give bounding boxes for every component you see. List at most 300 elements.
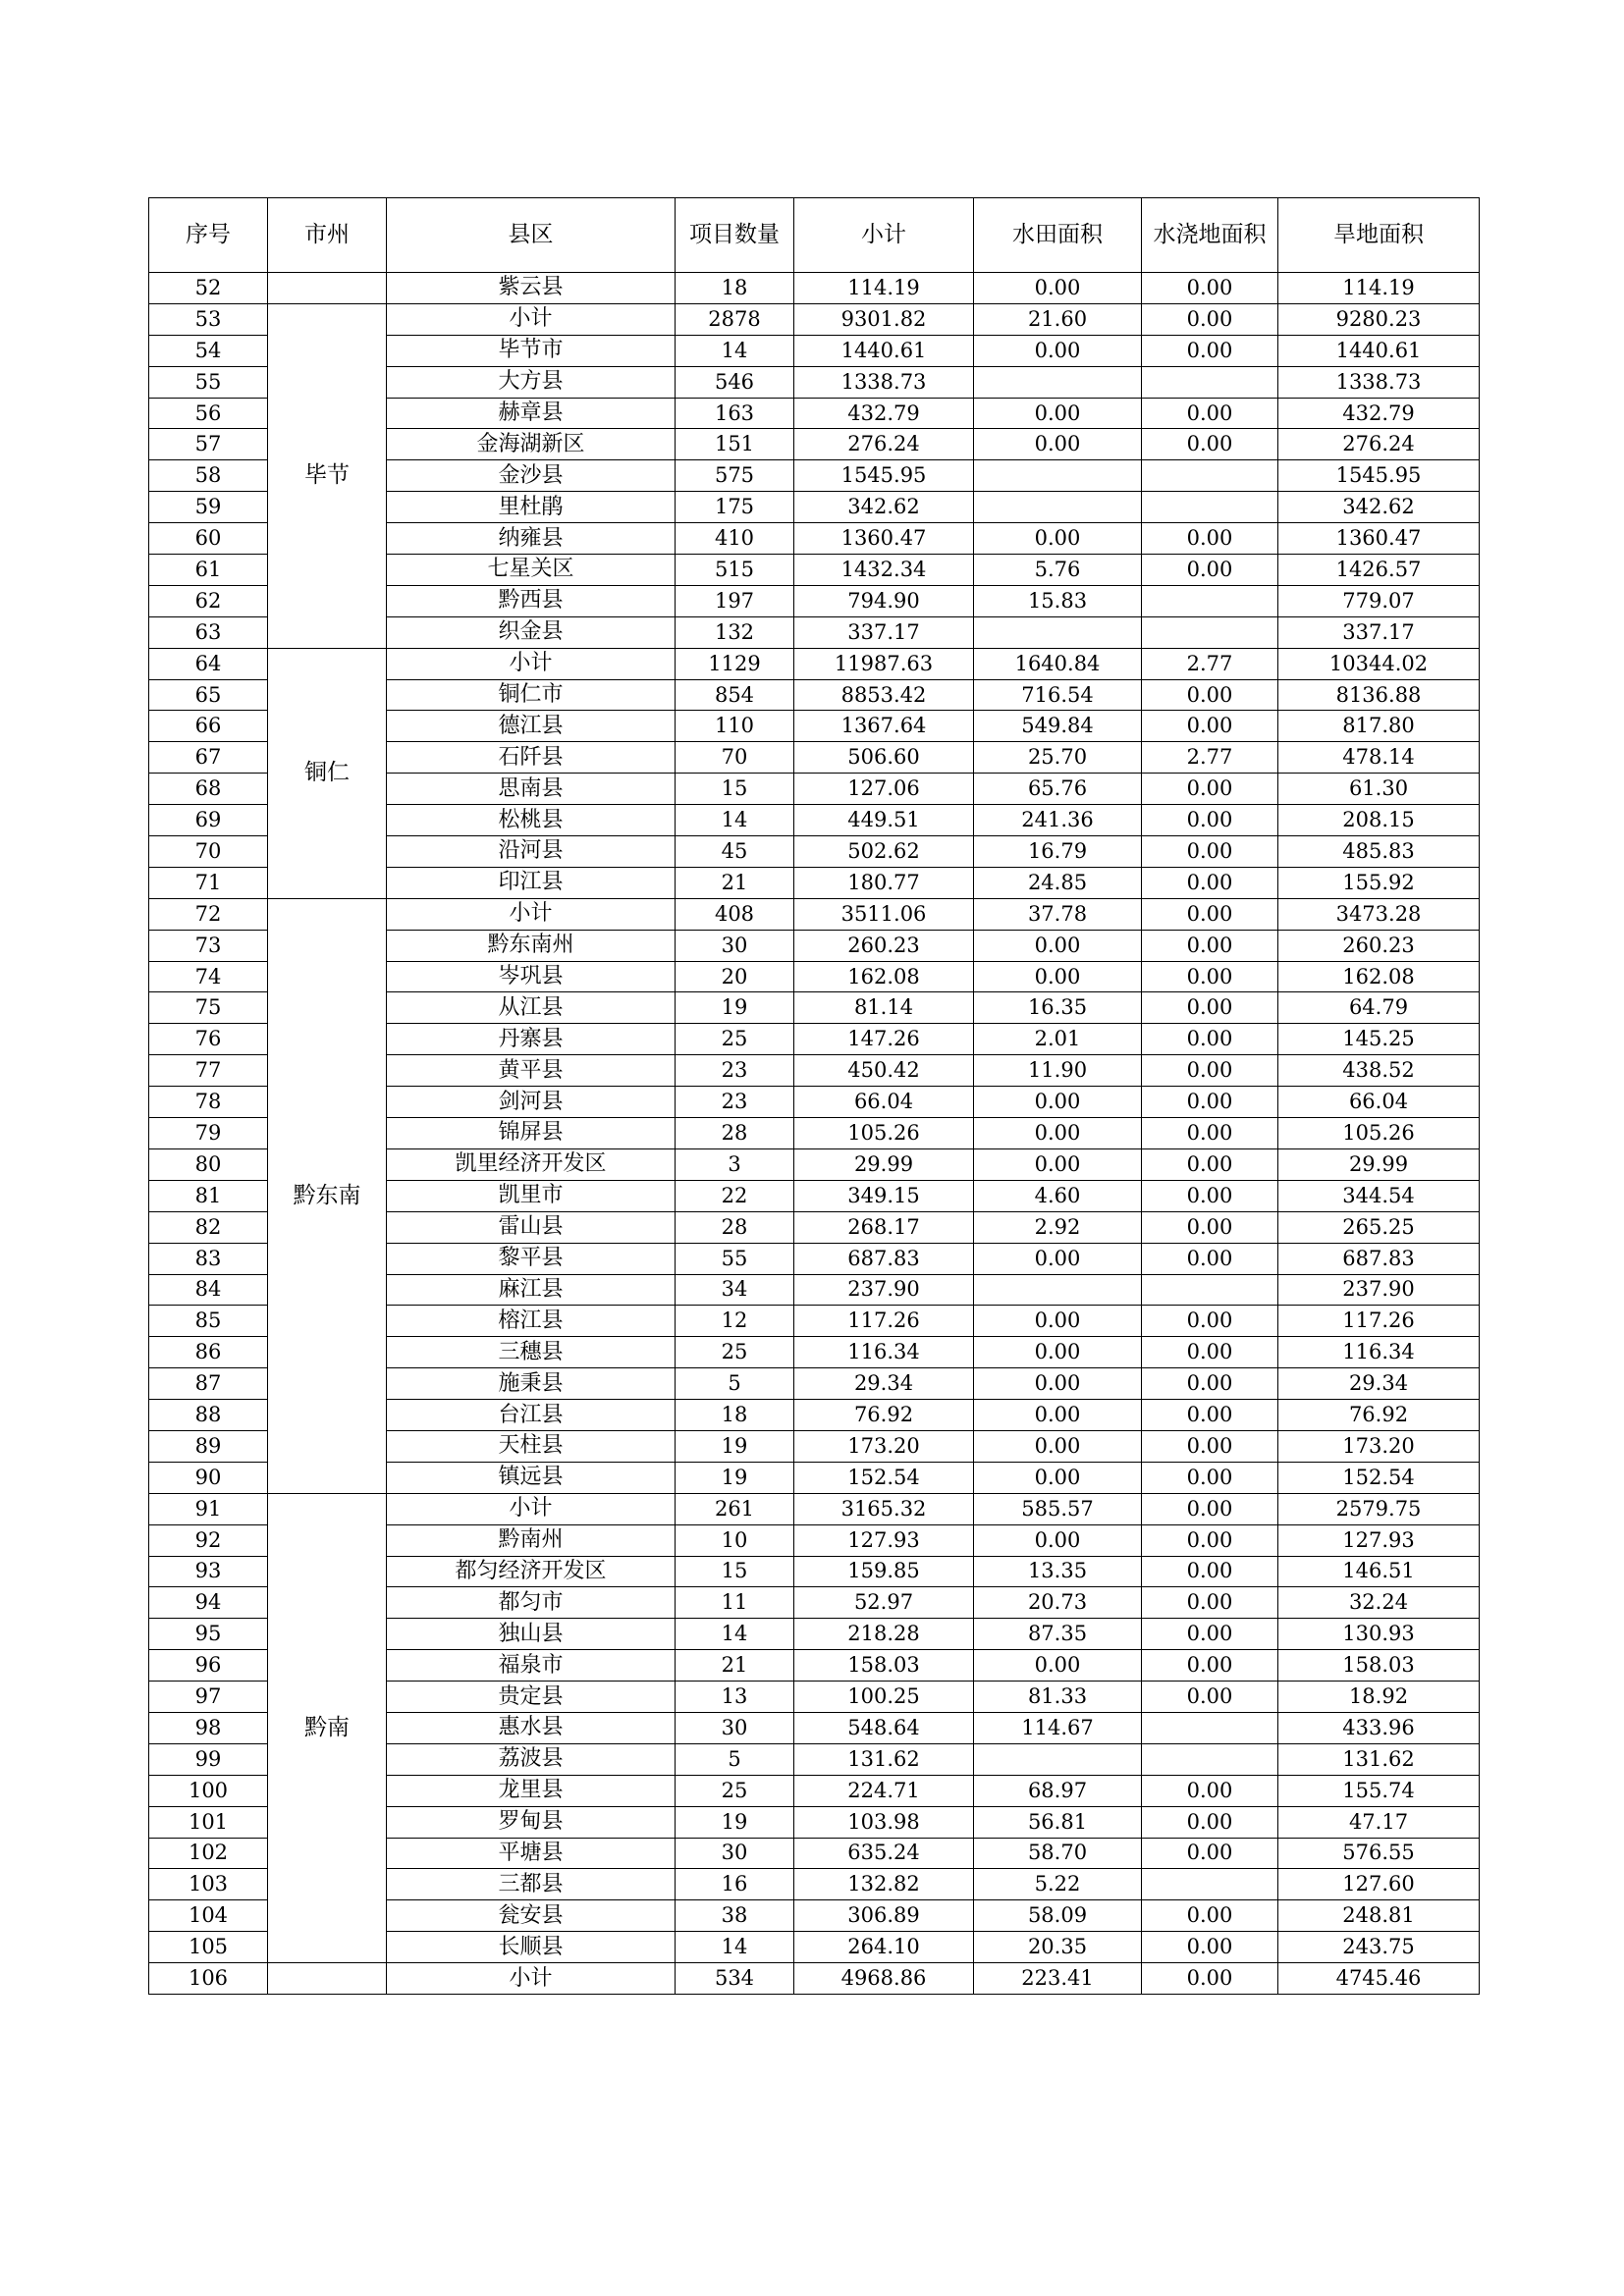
project-count-cell: 23 <box>676 1055 794 1087</box>
subtotal-cell: 264.10 <box>794 1932 974 1963</box>
subtotal-cell: 152.54 <box>794 1462 974 1493</box>
dry-land-area-cell: 29.34 <box>1278 1368 1480 1400</box>
subtotal-cell: 794.90 <box>794 585 974 616</box>
project-count-cell: 175 <box>676 492 794 523</box>
col-header-project-count: 项目数量 <box>676 198 794 273</box>
seq-cell: 58 <box>149 460 268 492</box>
seq-cell: 106 <box>149 1963 268 1995</box>
irrigated-area-cell: 0.00 <box>1142 1587 1278 1619</box>
district-cell: 松桃县 <box>387 805 676 836</box>
project-count-cell: 15 <box>676 1556 794 1587</box>
paddy-area-cell: 20.73 <box>974 1587 1142 1619</box>
irrigated-area-cell: 0.00 <box>1142 1619 1278 1650</box>
dry-land-area-cell: 485.83 <box>1278 836 1480 868</box>
seq-cell: 70 <box>149 836 268 868</box>
district-cell: 三都县 <box>387 1869 676 1900</box>
seq-cell: 81 <box>149 1180 268 1211</box>
subtotal-cell: 52.97 <box>794 1587 974 1619</box>
district-cell: 紫云县 <box>387 273 676 304</box>
district-cell: 七星关区 <box>387 555 676 586</box>
irrigated-area-cell: 0.00 <box>1142 1963 1278 1995</box>
irrigated-area-cell: 0.00 <box>1142 1055 1278 1087</box>
irrigated-area-cell: 0.00 <box>1142 555 1278 586</box>
irrigated-area-cell: 0.00 <box>1142 398 1278 429</box>
district-cell: 赫章县 <box>387 398 676 429</box>
paddy-area-cell: 0.00 <box>974 930 1142 961</box>
dry-land-area-cell: 248.81 <box>1278 1900 1480 1932</box>
irrigated-area-cell: 0.00 <box>1142 1400 1278 1431</box>
subtotal-cell: 131.62 <box>794 1743 974 1775</box>
subtotal-cell: 127.93 <box>794 1524 974 1556</box>
district-cell: 都匀市 <box>387 1587 676 1619</box>
dry-land-area-cell: 344.54 <box>1278 1180 1480 1211</box>
subtotal-cell: 276.24 <box>794 429 974 460</box>
district-cell: 纳雍县 <box>387 523 676 555</box>
project-count-cell: 25 <box>676 1337 794 1368</box>
project-count-cell: 30 <box>676 1712 794 1743</box>
project-count-cell: 25 <box>676 1775 794 1806</box>
seq-cell: 57 <box>149 429 268 460</box>
project-count-cell: 151 <box>676 429 794 460</box>
paddy-area-cell: 2.01 <box>974 1024 1142 1055</box>
subtotal-cell: 224.71 <box>794 1775 974 1806</box>
dry-land-area-cell: 260.23 <box>1278 930 1480 961</box>
district-cell: 黎平县 <box>387 1243 676 1274</box>
table-row <box>149 648 1480 679</box>
dry-land-area-cell: 208.15 <box>1278 805 1480 836</box>
subtotal-cell: 162.08 <box>794 961 974 992</box>
data-table <box>148 197 1480 1995</box>
paddy-area-cell <box>974 492 1142 523</box>
irrigated-area-cell: 0.00 <box>1142 930 1278 961</box>
subtotal-cell: 159.85 <box>794 1556 974 1587</box>
project-count-cell: 2878 <box>676 303 794 335</box>
project-count-cell: 28 <box>676 1211 794 1243</box>
irrigated-area-cell: 0.00 <box>1142 1682 1278 1713</box>
paddy-area-cell: 0.00 <box>974 1337 1142 1368</box>
subtotal-cell: 105.26 <box>794 1118 974 1149</box>
subtotal-cell: 132.82 <box>794 1869 974 1900</box>
project-count-cell: 23 <box>676 1087 794 1118</box>
dry-land-area-cell: 10344.02 <box>1278 648 1480 679</box>
dry-land-area-cell: 243.75 <box>1278 1932 1480 1963</box>
irrigated-area-cell: 0.00 <box>1142 1775 1278 1806</box>
district-cell: 小计 <box>387 303 676 335</box>
project-count-cell: 28 <box>676 1118 794 1149</box>
table-row <box>149 898 1480 930</box>
project-count-cell: 55 <box>676 1243 794 1274</box>
paddy-area-cell: 24.85 <box>974 867 1142 898</box>
district-cell: 剑河县 <box>387 1087 676 1118</box>
seq-cell: 82 <box>149 1211 268 1243</box>
seq-cell: 71 <box>149 867 268 898</box>
district-cell: 荔波县 <box>387 1743 676 1775</box>
subtotal-cell: 349.15 <box>794 1180 974 1211</box>
irrigated-area-cell: 0.00 <box>1142 1556 1278 1587</box>
irrigated-area-cell <box>1142 1743 1278 1775</box>
col-header-subtotal: 小计 <box>794 198 974 273</box>
subtotal-cell: 687.83 <box>794 1243 974 1274</box>
seq-cell: 52 <box>149 273 268 304</box>
irrigated-area-cell <box>1142 1712 1278 1743</box>
paddy-area-cell <box>974 616 1142 648</box>
city-cell <box>268 1963 387 1995</box>
seq-cell: 63 <box>149 616 268 648</box>
dry-land-area-cell: 127.93 <box>1278 1524 1480 1556</box>
district-cell: 三穗县 <box>387 1337 676 1368</box>
district-cell: 大方县 <box>387 366 676 398</box>
district-cell: 金海湖新区 <box>387 429 676 460</box>
seq-cell: 93 <box>149 1556 268 1587</box>
irrigated-area-cell: 0.00 <box>1142 1087 1278 1118</box>
col-header-irrigated-area: 水浇地面积 <box>1142 198 1278 273</box>
city-cell: 黔南 <box>268 1493 387 1962</box>
irrigated-area-cell: 0.00 <box>1142 1838 1278 1869</box>
seq-cell: 78 <box>149 1087 268 1118</box>
paddy-area-cell: 0.00 <box>974 335 1142 366</box>
seq-cell: 60 <box>149 523 268 555</box>
seq-cell: 68 <box>149 774 268 805</box>
district-cell: 罗甸县 <box>387 1806 676 1838</box>
seq-cell: 69 <box>149 805 268 836</box>
district-cell: 瓮安县 <box>387 1900 676 1932</box>
irrigated-area-cell <box>1142 492 1278 523</box>
paddy-area-cell: 716.54 <box>974 679 1142 711</box>
subtotal-cell: 3165.32 <box>794 1493 974 1524</box>
seq-cell: 62 <box>149 585 268 616</box>
dry-land-area-cell: 4745.46 <box>1278 1963 1480 1995</box>
dry-land-area-cell: 32.24 <box>1278 1587 1480 1619</box>
irrigated-area-cell: 0.00 <box>1142 1462 1278 1493</box>
dry-land-area-cell: 47.17 <box>1278 1806 1480 1838</box>
project-count-cell: 14 <box>676 335 794 366</box>
project-count-cell: 11 <box>676 1587 794 1619</box>
project-count-cell: 19 <box>676 1806 794 1838</box>
irrigated-area-cell: 0.00 <box>1142 273 1278 304</box>
district-cell: 镇远县 <box>387 1462 676 1493</box>
subtotal-cell: 1338.73 <box>794 366 974 398</box>
dry-land-area-cell: 76.92 <box>1278 1400 1480 1431</box>
seq-cell: 88 <box>149 1400 268 1431</box>
district-cell: 德江县 <box>387 711 676 742</box>
project-count-cell: 34 <box>676 1274 794 1306</box>
paddy-area-cell: 25.70 <box>974 742 1142 774</box>
subtotal-cell: 81.14 <box>794 992 974 1024</box>
dry-land-area-cell: 342.62 <box>1278 492 1480 523</box>
project-count-cell: 25 <box>676 1024 794 1055</box>
district-cell: 铜仁市 <box>387 679 676 711</box>
city-cell: 毕节 <box>268 303 387 648</box>
irrigated-area-cell: 0.00 <box>1142 1306 1278 1337</box>
project-count-cell: 18 <box>676 273 794 304</box>
seq-cell: 89 <box>149 1430 268 1462</box>
project-count-cell: 575 <box>676 460 794 492</box>
seq-cell: 86 <box>149 1337 268 1368</box>
dry-land-area-cell: 116.34 <box>1278 1337 1480 1368</box>
project-count-cell: 14 <box>676 805 794 836</box>
project-count-cell: 12 <box>676 1306 794 1337</box>
dry-land-area-cell: 117.26 <box>1278 1306 1480 1337</box>
seq-cell: 67 <box>149 742 268 774</box>
dry-land-area-cell: 29.99 <box>1278 1148 1480 1180</box>
district-cell: 平塘县 <box>387 1838 676 1869</box>
irrigated-area-cell: 0.00 <box>1142 898 1278 930</box>
seq-cell: 65 <box>149 679 268 711</box>
subtotal-cell: 158.03 <box>794 1650 974 1682</box>
seq-cell: 85 <box>149 1306 268 1337</box>
project-count-cell: 21 <box>676 1650 794 1682</box>
header-row <box>149 198 1480 273</box>
paddy-area-cell: 223.41 <box>974 1963 1142 1995</box>
subtotal-cell: 1440.61 <box>794 335 974 366</box>
subtotal-cell: 8853.42 <box>794 679 974 711</box>
irrigated-area-cell: 0.00 <box>1142 1180 1278 1211</box>
district-cell: 贵定县 <box>387 1682 676 1713</box>
city-cell: 铜仁 <box>268 648 387 898</box>
irrigated-area-cell <box>1142 616 1278 648</box>
project-count-cell: 30 <box>676 1838 794 1869</box>
district-cell: 黄平县 <box>387 1055 676 1087</box>
paddy-area-cell: 241.36 <box>974 805 1142 836</box>
dry-land-area-cell: 1426.57 <box>1278 555 1480 586</box>
subtotal-cell: 306.89 <box>794 1900 974 1932</box>
district-cell: 丹寨县 <box>387 1024 676 1055</box>
project-count-cell: 546 <box>676 366 794 398</box>
dry-land-area-cell: 8136.88 <box>1278 679 1480 711</box>
project-count-cell: 408 <box>676 898 794 930</box>
paddy-area-cell: 0.00 <box>974 1118 1142 1149</box>
dry-land-area-cell: 438.52 <box>1278 1055 1480 1087</box>
subtotal-cell: 117.26 <box>794 1306 974 1337</box>
seq-cell: 95 <box>149 1619 268 1650</box>
table-row <box>149 303 1480 335</box>
paddy-area-cell: 0.00 <box>974 1524 1142 1556</box>
seq-cell: 84 <box>149 1274 268 1306</box>
seq-cell: 102 <box>149 1838 268 1869</box>
dry-land-area-cell: 146.51 <box>1278 1556 1480 1587</box>
subtotal-cell: 1432.34 <box>794 555 974 586</box>
irrigated-area-cell: 0.00 <box>1142 1368 1278 1400</box>
paddy-area-cell: 0.00 <box>974 1243 1142 1274</box>
seq-cell: 104 <box>149 1900 268 1932</box>
subtotal-cell: 4968.86 <box>794 1963 974 1995</box>
dry-land-area-cell: 145.25 <box>1278 1024 1480 1055</box>
subtotal-cell: 237.90 <box>794 1274 974 1306</box>
irrigated-area-cell: 0.00 <box>1142 774 1278 805</box>
irrigated-area-cell: 0.00 <box>1142 1900 1278 1932</box>
city-cell <box>268 273 387 304</box>
dry-land-area-cell: 276.24 <box>1278 429 1480 460</box>
irrigated-area-cell <box>1142 585 1278 616</box>
project-count-cell: 854 <box>676 679 794 711</box>
paddy-area-cell: 0.00 <box>974 429 1142 460</box>
seq-cell: 92 <box>149 1524 268 1556</box>
subtotal-cell: 100.25 <box>794 1682 974 1713</box>
seq-cell: 105 <box>149 1932 268 1963</box>
district-cell: 惠水县 <box>387 1712 676 1743</box>
paddy-area-cell: 549.84 <box>974 711 1142 742</box>
paddy-area-cell: 114.67 <box>974 1712 1142 1743</box>
district-cell: 凯里经济开发区 <box>387 1148 676 1180</box>
district-cell: 岑巩县 <box>387 961 676 992</box>
paddy-area-cell <box>974 366 1142 398</box>
dry-land-area-cell: 2579.75 <box>1278 1493 1480 1524</box>
paddy-area-cell: 0.00 <box>974 1650 1142 1682</box>
district-cell: 印江县 <box>387 867 676 898</box>
irrigated-area-cell: 0.00 <box>1142 679 1278 711</box>
seq-cell: 79 <box>149 1118 268 1149</box>
paddy-area-cell: 13.35 <box>974 1556 1142 1587</box>
district-cell: 从江县 <box>387 992 676 1024</box>
paddy-area-cell: 0.00 <box>974 1087 1142 1118</box>
col-header-dry-land-area: 旱地面积 <box>1278 198 1480 273</box>
project-count-cell: 14 <box>676 1932 794 1963</box>
irrigated-area-cell: 0.00 <box>1142 1806 1278 1838</box>
district-cell: 沿河县 <box>387 836 676 868</box>
col-header-seq: 序号 <box>149 198 268 273</box>
irrigated-area-cell <box>1142 460 1278 492</box>
paddy-area-cell: 2.92 <box>974 1211 1142 1243</box>
project-count-cell: 22 <box>676 1180 794 1211</box>
project-count-cell: 15 <box>676 774 794 805</box>
paddy-area-cell: 15.83 <box>974 585 1142 616</box>
seq-cell: 76 <box>149 1024 268 1055</box>
dry-land-area-cell: 114.19 <box>1278 273 1480 304</box>
seq-cell: 83 <box>149 1243 268 1274</box>
irrigated-area-cell <box>1142 366 1278 398</box>
paddy-area-cell: 11.90 <box>974 1055 1142 1087</box>
project-count-cell: 30 <box>676 930 794 961</box>
project-count-cell: 13 <box>676 1682 794 1713</box>
seq-cell: 54 <box>149 335 268 366</box>
project-count-cell: 45 <box>676 836 794 868</box>
district-cell: 小计 <box>387 1493 676 1524</box>
project-count-cell: 38 <box>676 1900 794 1932</box>
irrigated-area-cell <box>1142 1274 1278 1306</box>
paddy-area-cell: 5.22 <box>974 1869 1142 1900</box>
district-cell: 福泉市 <box>387 1650 676 1682</box>
dry-land-area-cell: 576.55 <box>1278 1838 1480 1869</box>
seq-cell: 101 <box>149 1806 268 1838</box>
city-cell: 黔东南 <box>268 898 387 1493</box>
district-cell: 天柱县 <box>387 1430 676 1462</box>
project-count-cell: 19 <box>676 1462 794 1493</box>
subtotal-cell: 502.62 <box>794 836 974 868</box>
project-count-cell: 1129 <box>676 648 794 679</box>
irrigated-area-cell: 0.00 <box>1142 1243 1278 1274</box>
project-count-cell: 5 <box>676 1368 794 1400</box>
district-cell: 锦屏县 <box>387 1118 676 1149</box>
subtotal-cell: 3511.06 <box>794 898 974 930</box>
district-cell: 麻江县 <box>387 1274 676 1306</box>
paddy-area-cell: 0.00 <box>974 398 1142 429</box>
district-cell: 施秉县 <box>387 1368 676 1400</box>
paddy-area-cell: 20.35 <box>974 1932 1142 1963</box>
subtotal-cell: 1545.95 <box>794 460 974 492</box>
dry-land-area-cell: 155.74 <box>1278 1775 1480 1806</box>
dry-land-area-cell: 1545.95 <box>1278 460 1480 492</box>
table-row <box>149 1493 1480 1524</box>
paddy-area-cell: 87.35 <box>974 1619 1142 1650</box>
irrigated-area-cell: 0.00 <box>1142 335 1278 366</box>
subtotal-cell: 180.77 <box>794 867 974 898</box>
paddy-area-cell: 0.00 <box>974 1430 1142 1462</box>
irrigated-area-cell: 0.00 <box>1142 303 1278 335</box>
irrigated-area-cell: 0.00 <box>1142 1024 1278 1055</box>
seq-cell: 61 <box>149 555 268 586</box>
paddy-area-cell: 0.00 <box>974 523 1142 555</box>
project-count-cell: 18 <box>676 1400 794 1431</box>
irrigated-area-cell: 0.00 <box>1142 523 1278 555</box>
project-count-cell: 261 <box>676 1493 794 1524</box>
subtotal-cell: 268.17 <box>794 1211 974 1243</box>
dry-land-area-cell: 18.92 <box>1278 1682 1480 1713</box>
subtotal-cell: 11987.63 <box>794 648 974 679</box>
paddy-area-cell: 21.60 <box>974 303 1142 335</box>
subtotal-cell: 548.64 <box>794 1712 974 1743</box>
subtotal-cell: 147.26 <box>794 1024 974 1055</box>
project-count-cell: 110 <box>676 711 794 742</box>
seq-cell: 53 <box>149 303 268 335</box>
project-count-cell: 163 <box>676 398 794 429</box>
dry-land-area-cell: 64.79 <box>1278 992 1480 1024</box>
irrigated-area-cell: 0.00 <box>1142 1148 1278 1180</box>
subtotal-cell: 29.99 <box>794 1148 974 1180</box>
subtotal-cell: 116.34 <box>794 1337 974 1368</box>
project-count-cell: 132 <box>676 616 794 648</box>
paddy-area-cell <box>974 1274 1142 1306</box>
project-count-cell: 14 <box>676 1619 794 1650</box>
irrigated-area-cell: 0.00 <box>1142 1650 1278 1682</box>
project-count-cell: 515 <box>676 555 794 586</box>
dry-land-area-cell: 478.14 <box>1278 742 1480 774</box>
paddy-area-cell: 5.76 <box>974 555 1142 586</box>
subtotal-cell: 450.42 <box>794 1055 974 1087</box>
district-cell: 黔南州 <box>387 1524 676 1556</box>
seq-cell: 66 <box>149 711 268 742</box>
dry-land-area-cell: 1440.61 <box>1278 335 1480 366</box>
subtotal-cell: 1360.47 <box>794 523 974 555</box>
subtotal-cell: 337.17 <box>794 616 974 648</box>
seq-cell: 100 <box>149 1775 268 1806</box>
district-cell: 独山县 <box>387 1619 676 1650</box>
district-cell: 石阡县 <box>387 742 676 774</box>
district-cell: 台江县 <box>387 1400 676 1431</box>
district-cell: 金沙县 <box>387 460 676 492</box>
paddy-area-cell: 0.00 <box>974 961 1142 992</box>
dry-land-area-cell: 152.54 <box>1278 1462 1480 1493</box>
seq-cell: 99 <box>149 1743 268 1775</box>
seq-cell: 87 <box>149 1368 268 1400</box>
table-body <box>149 273 1480 1995</box>
paddy-area-cell: 58.70 <box>974 1838 1142 1869</box>
dry-land-area-cell: 433.96 <box>1278 1712 1480 1743</box>
project-count-cell: 534 <box>676 1963 794 1995</box>
dry-land-area-cell: 105.26 <box>1278 1118 1480 1149</box>
project-count-cell: 410 <box>676 523 794 555</box>
project-count-cell: 197 <box>676 585 794 616</box>
subtotal-cell: 127.06 <box>794 774 974 805</box>
irrigated-area-cell: 0.00 <box>1142 429 1278 460</box>
district-cell: 雷山县 <box>387 1211 676 1243</box>
seq-cell: 55 <box>149 366 268 398</box>
irrigated-area-cell: 0.00 <box>1142 1118 1278 1149</box>
dry-land-area-cell: 1338.73 <box>1278 366 1480 398</box>
district-cell: 里杜鹃 <box>387 492 676 523</box>
district-cell: 小计 <box>387 1963 676 1995</box>
subtotal-cell: 66.04 <box>794 1087 974 1118</box>
dry-land-area-cell: 687.83 <box>1278 1243 1480 1274</box>
